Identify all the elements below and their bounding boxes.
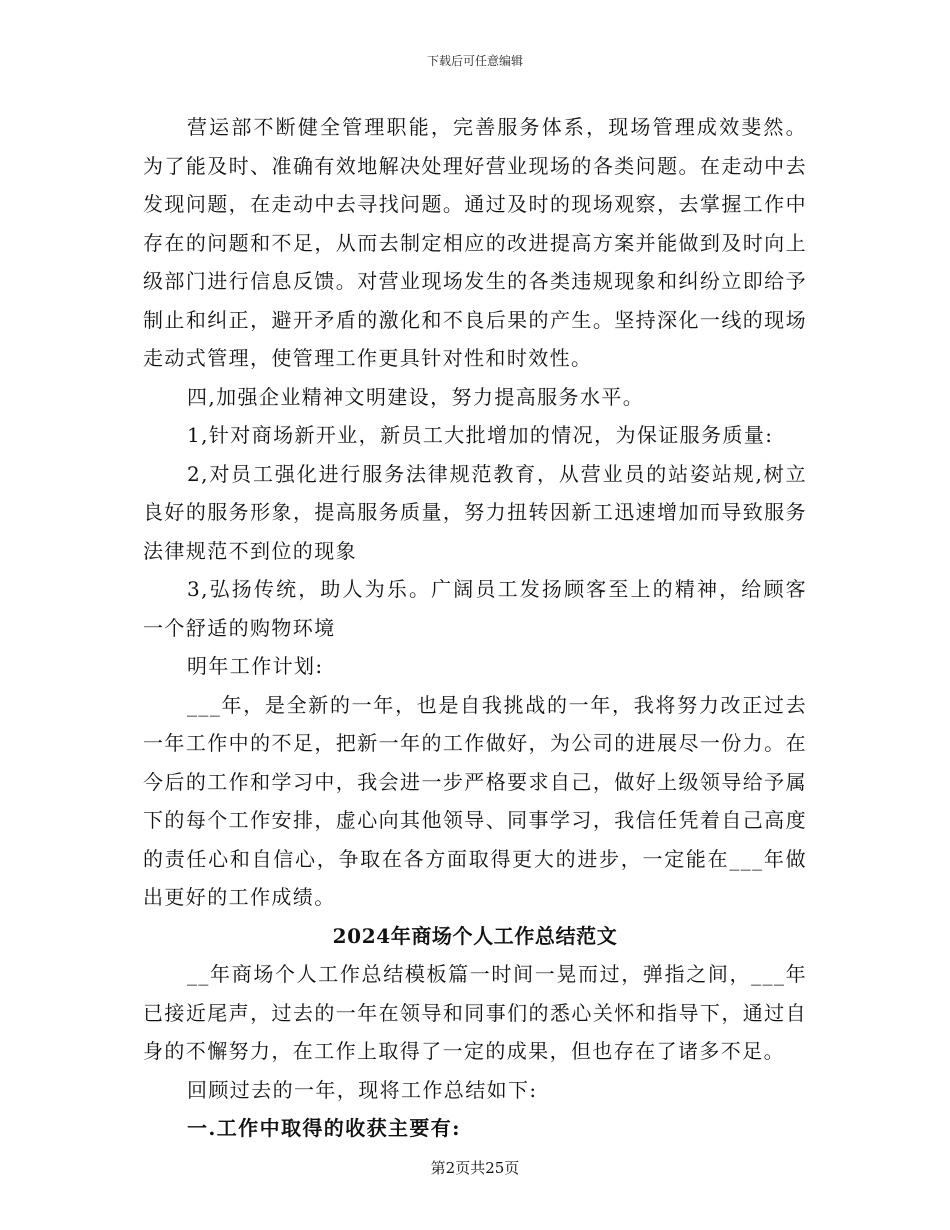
paragraph-item-2: 2,对员工强化进行服务法律规范教育，从营业员的站姿站规,树立良好的服务形象，提高服务质量，努力扭转因新工迅速增加而导致服务法律规范不到位的现象 [143,461,807,563]
section-subheading: 一.工作中取得的收获主要有: [187,1116,461,1140]
section-title: 2024年商场个人工作总结范文 [332,923,618,948]
page-footer: 第2页共25页 [430,1159,520,1177]
paragraph-item-3: 3,弘扬传统，助人为乐。广阔员工发扬顾客至上的精神，给顾客一个舒适的购物环境 [143,577,807,640]
paragraph-next-year-plan-label: 明年工作计划: [187,654,324,678]
paragraph-management: 营运部不断健全管理职能，完善服务体系，现场管理成效斐然。为了能及时、准确有效地解决处理好营业现场的各类问题。在走动中去发现问题，在走动中去寻找问题。通过及时的现场观察，去掌握工作中存在的问题和不足，从而去制定相应的改进提高方案并能做到及时向上级部门进行信息反馈。对营业现场发生的各类违规现象和纠纷立即给予制止和纠正，避开矛盾的激化和不良后果的产生。坚持深化一线的现场走动式管理，使管理工作更具针对性和时效性。 [143,115,807,370]
paragraph-section-four: 四,加强企业精神文明建设，努力提高服务水平。 [187,384,645,409]
document-body [143,108,807,1148]
section-paragraph-intro: __年商场个人工作总结模板篇一时间一晃而过，弹指之间，___年已接近尾声，过去的一年在领导和同事们的悉心关怀和指导下，通过自身的不懈努力，在工作上取得了一定的成果，但也存在了诸多不足。 [143,962,807,1063]
paragraph-item-1: 1,针对商场新开业，新员工大批增加的情况，为保证服务质量: [187,423,774,447]
paragraph-next-year-plan: ___年，是全新的一年，也是自我挑战的一年，我将努力改正过去一年工作中的不足，把新一年的工作做好，为公司的进展尽一份力。在今后的工作和学习中，我会进一步严格要求自己，做好上级领导给予属下的每个工作安排，虚心向其他领导、同事学习，我信任凭着自己高度的责任心和自信心，争取在各方面取得更大的进步，一定能在___年做出更好的工作成绩。 [143,692,807,909]
section-paragraph-review: 回顾过去的一年，现将工作总结如下: [187,1077,538,1102]
page-header: 下载后可任意编辑 [426,54,523,68]
